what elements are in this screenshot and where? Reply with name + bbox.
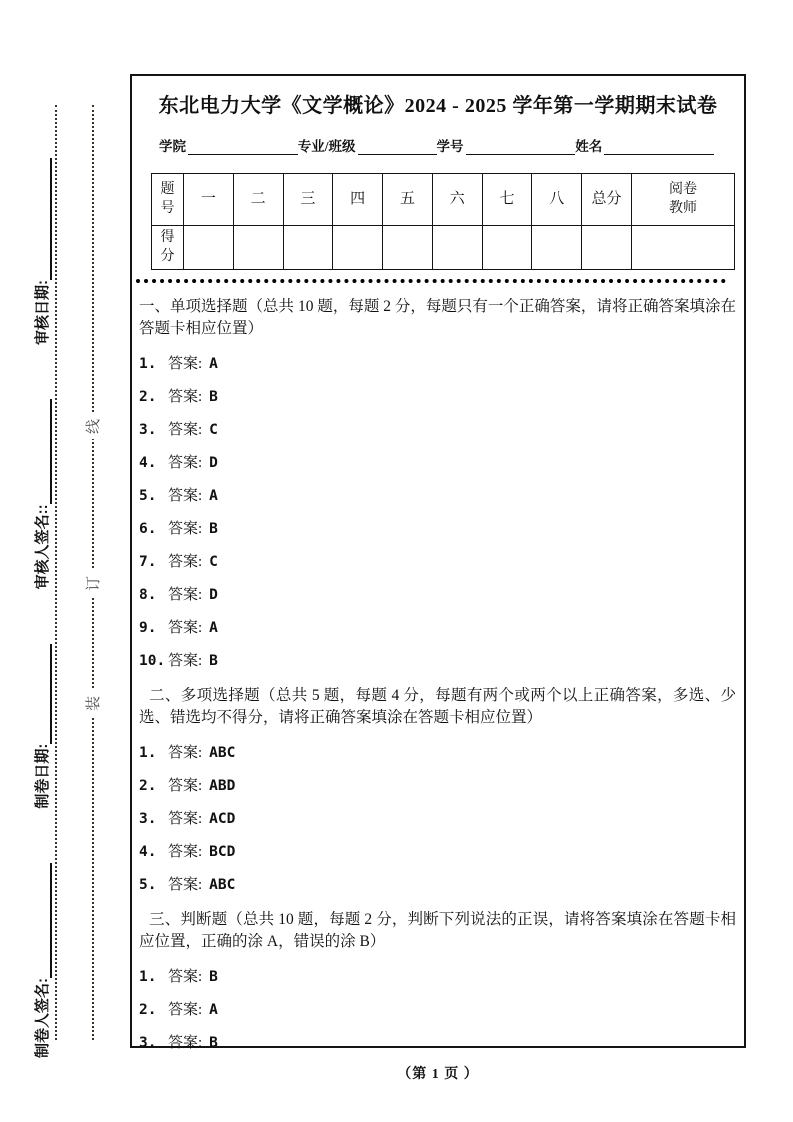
question-col-5: 五 bbox=[383, 174, 433, 226]
question-col-4: 四 bbox=[333, 174, 383, 226]
maker-signature-label: 制卷人签名: bbox=[34, 978, 51, 1058]
answers-content bbox=[139, 296, 736, 1054]
total-score-header-cell: 总分 bbox=[582, 174, 632, 226]
field-student-name bbox=[575, 135, 714, 155]
major-class-label: 专业/班级 bbox=[297, 139, 356, 154]
score-table-header-row bbox=[152, 174, 735, 226]
student-id-blank bbox=[466, 138, 576, 155]
page-number: （第 1 页 ） bbox=[397, 1067, 479, 1082]
answer-item: 3. 答案: ACD bbox=[139, 810, 236, 827]
question-col-6: 六 bbox=[432, 174, 482, 226]
binding-dotted-line-inner bbox=[55, 105, 57, 1040]
answer-item: 10. 答案: B bbox=[139, 652, 218, 669]
answer-item: 5. 答案: ABC bbox=[139, 876, 236, 893]
binding-char-staple: 订 bbox=[81, 570, 105, 596]
field-major-class bbox=[298, 135, 437, 155]
student-name-blank bbox=[604, 138, 714, 155]
answer-item: 1. 答案: B bbox=[139, 968, 218, 985]
reviewer-signature-label: 审核人签名:: bbox=[34, 504, 51, 590]
answer-item: 2. 答案: ABD bbox=[139, 777, 236, 794]
question-col-3: 三 bbox=[283, 174, 333, 226]
answer-item: 8. 答案: D bbox=[139, 586, 218, 603]
answer-item: 1. 答案: A bbox=[139, 355, 218, 372]
field-college bbox=[159, 135, 298, 155]
score-table-score-row bbox=[152, 226, 735, 270]
maker-date-blank bbox=[36, 644, 52, 744]
gutter-field-reviewer-signature bbox=[31, 399, 52, 589]
answer-item: 1. 答案: ABC bbox=[139, 744, 236, 761]
question-col-7: 七 bbox=[482, 174, 532, 226]
answer-item: 7. 答案: C bbox=[139, 553, 218, 570]
review-date-label: 审核日期: bbox=[34, 280, 51, 346]
gutter-field-maker-date bbox=[31, 644, 52, 809]
question-col-8: 八 bbox=[532, 174, 582, 226]
field-student-id bbox=[437, 135, 576, 155]
answer-item: 3. 答案: B bbox=[139, 1034, 218, 1051]
question-number-header-cell: 题号 bbox=[152, 174, 184, 226]
score-cell-1 bbox=[184, 226, 234, 270]
score-cell-7 bbox=[482, 226, 532, 270]
section-1-heading: 一、单项选择题（总共 10 题，每题 2 分，每题只有一个正确答案，请将正确答案填涂在答题卡相应位置） bbox=[139, 298, 736, 338]
answer-item: 3. 答案: C bbox=[139, 421, 218, 438]
major-class-blank bbox=[358, 138, 437, 155]
score-row-label-cell: 得分 bbox=[152, 226, 184, 270]
maker-signature-blank bbox=[36, 863, 52, 978]
score-cell-grader bbox=[632, 226, 735, 270]
exam-title: 东北电力大学《文学概论》2024 - 2025 学年第一学期期末试卷 bbox=[158, 95, 718, 117]
college-blank bbox=[188, 138, 298, 155]
score-table bbox=[151, 173, 735, 270]
answer-item: 2. 答案: B bbox=[139, 388, 218, 405]
exam-sheet bbox=[130, 74, 746, 1051]
score-cell-2 bbox=[233, 226, 283, 270]
reviewer-signature-blank bbox=[36, 399, 52, 504]
score-cell-4 bbox=[333, 226, 383, 270]
gutter-signature-strip bbox=[24, 158, 52, 1058]
answer-item: 5. 答案: A bbox=[139, 487, 218, 504]
answer-item: 4. 答案: D bbox=[139, 454, 218, 471]
score-cell-5 bbox=[383, 226, 433, 270]
binding-char-bind: 装 bbox=[81, 690, 105, 716]
score-cell-total bbox=[582, 226, 632, 270]
answer-item: 6. 答案: B bbox=[139, 520, 218, 537]
section-2-heading: 二、多项选择题（总共 5 题，每题 4 分，每题有两个或两个以上正确答案，多选、少选、错选均不得分，请将正确答案填涂在答题卡相应位置） bbox=[139, 686, 736, 727]
score-cell-8 bbox=[532, 226, 582, 270]
student-name-label: 姓名 bbox=[575, 139, 603, 154]
question-col-2: 二 bbox=[233, 174, 283, 226]
score-cell-6 bbox=[432, 226, 482, 270]
section-3-heading: 三、判断题（总共 10 题，每题 2 分，判断下列说法的正误，请将答案填涂在答题卡相应位置，正确的涂 A，错误的涂 B） bbox=[139, 910, 736, 951]
student-id-label: 学号 bbox=[436, 139, 464, 154]
gutter-field-review-date bbox=[31, 158, 52, 345]
answer-item: 4. 答案: BCD bbox=[139, 843, 236, 860]
answer-item: 2. 答案: A bbox=[139, 1001, 218, 1018]
review-date-blank bbox=[36, 158, 52, 280]
question-col-1: 一 bbox=[184, 174, 234, 226]
grader-header-cell: 阅卷教师 bbox=[632, 174, 735, 226]
college-label: 学院 bbox=[159, 139, 186, 154]
student-info-row bbox=[159, 135, 714, 155]
binding-char-line: 线 bbox=[81, 413, 105, 439]
maker-date-label: 制卷日期: bbox=[34, 743, 51, 809]
answer-item: 9. 答案: A bbox=[139, 619, 218, 636]
gutter-field-maker-signature bbox=[31, 863, 52, 1058]
dotted-separator bbox=[136, 279, 726, 283]
score-cell-3 bbox=[283, 226, 333, 270]
